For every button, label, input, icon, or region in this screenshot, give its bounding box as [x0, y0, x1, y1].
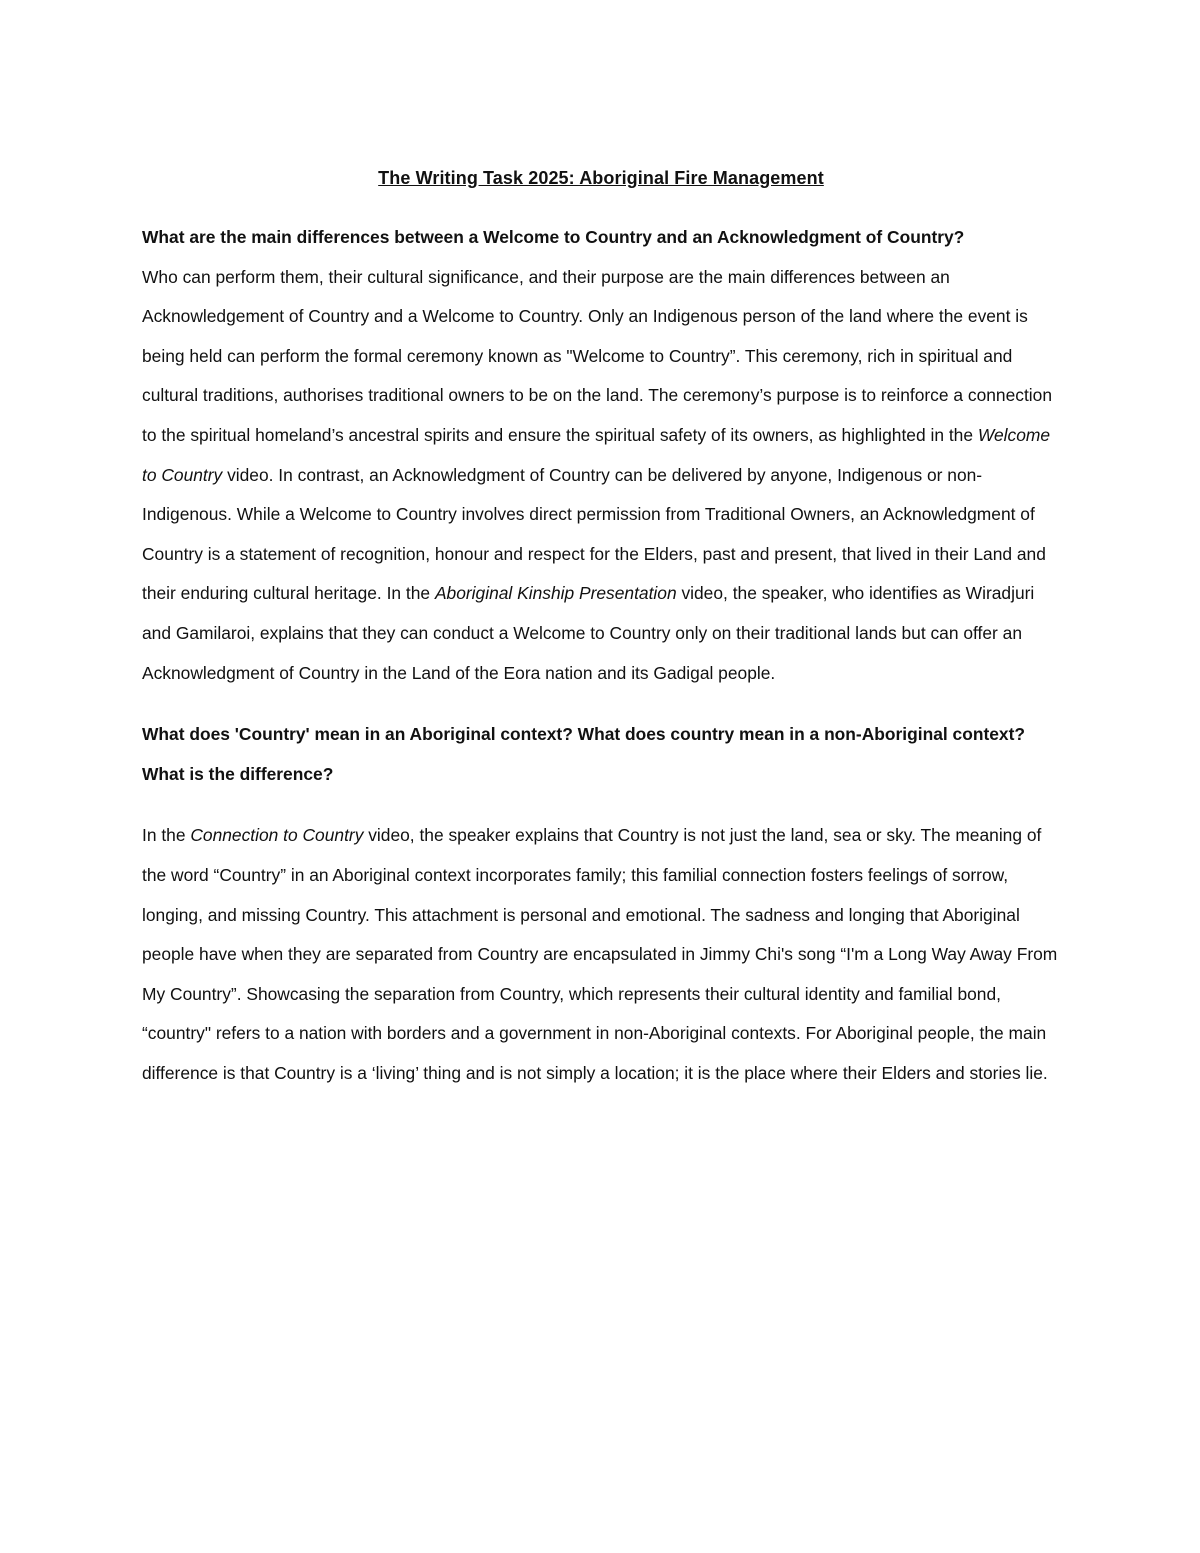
document-body: [142, 164, 1060, 1093]
answer-2-text-1: In the: [142, 825, 191, 846]
answer-1-video-title-2: Aboriginal Kinship Presentation: [434, 583, 677, 604]
answer-2-video-title-1: Connection to Country: [190, 825, 364, 846]
answer-1-text-3: video, the speaker, who identifies as Wiradjuri and Gamilaroi, explains that they can conduct a Welcome to Country only on their traditional lands but can offer an Acknowledgment of Country in the Land of the Eora nation and its Gadigal people.: [142, 583, 1035, 683]
answer-1: [142, 258, 1060, 694]
question-1: What are the main differences between a Welcome to Country and an Acknowledgment of Country?: [142, 227, 965, 247]
answer-1-video-title-1: Welcome to Country: [142, 424, 1051, 485]
question-2: What does 'Country' mean in an Aboriginal context? What does country mean in a non-Aboriginal context? What is the difference?: [142, 724, 1026, 784]
answer-2: [142, 816, 1060, 1093]
answer-1-text-1: Who can perform them, their cultural significance, and their purpose are the main differences between an Acknowledgement of Country and a Welcome to Country. Only an Indigenous person of the land where the event is being held can perform the formal ceremony known as "Welcome to Country”. This ceremony, rich in spiritual and cultural traditions, authorises traditional owners to be on the land. The ceremony’s purpose is to reinforce a connection to the spiritual homeland’s ancestral spirits and ensure the spiritual safety of its owners, as highlighted in the: [142, 266, 1052, 445]
answer-2-text-2: video, the speaker explains that Country is not just the land, sea or sky. The meaning of the word “Country” in an Aboriginal context incorporates family; this familial connection fosters feelings of sorrow, longing, and missing Country. This attachment is personal and emotional. The sadness and longing that Aboriginal people have when they are separated from Country are encapsulated in Jimmy Chi's song “I'm a Long Way Away From My Country”. Showcasing the separation from Country, which represents their cultural identity and familial bond, “country" refers to a nation with borders and a government in non-Aboriginal contexts. For Aboriginal people, the main difference is that Country is a ‘living’ thing and is not simply a location; it is the place where their Elders and stories lie.: [142, 825, 1058, 1083]
document-title: The Writing Task 2025: Aboriginal Fire Management: [378, 168, 824, 188]
answer-1-text-2: video. In contrast, an Acknowledgment of Country can be delivered by anyone, Indigenous or non-Indigenous. While a Welcome to Country involves direct permission from Traditional Owners, an Acknowledgment of Country is a statement of recognition, honour and respect for the Elders, past and present, that lived in their Land and their enduring cultural heritage. In the: [142, 464, 1046, 604]
